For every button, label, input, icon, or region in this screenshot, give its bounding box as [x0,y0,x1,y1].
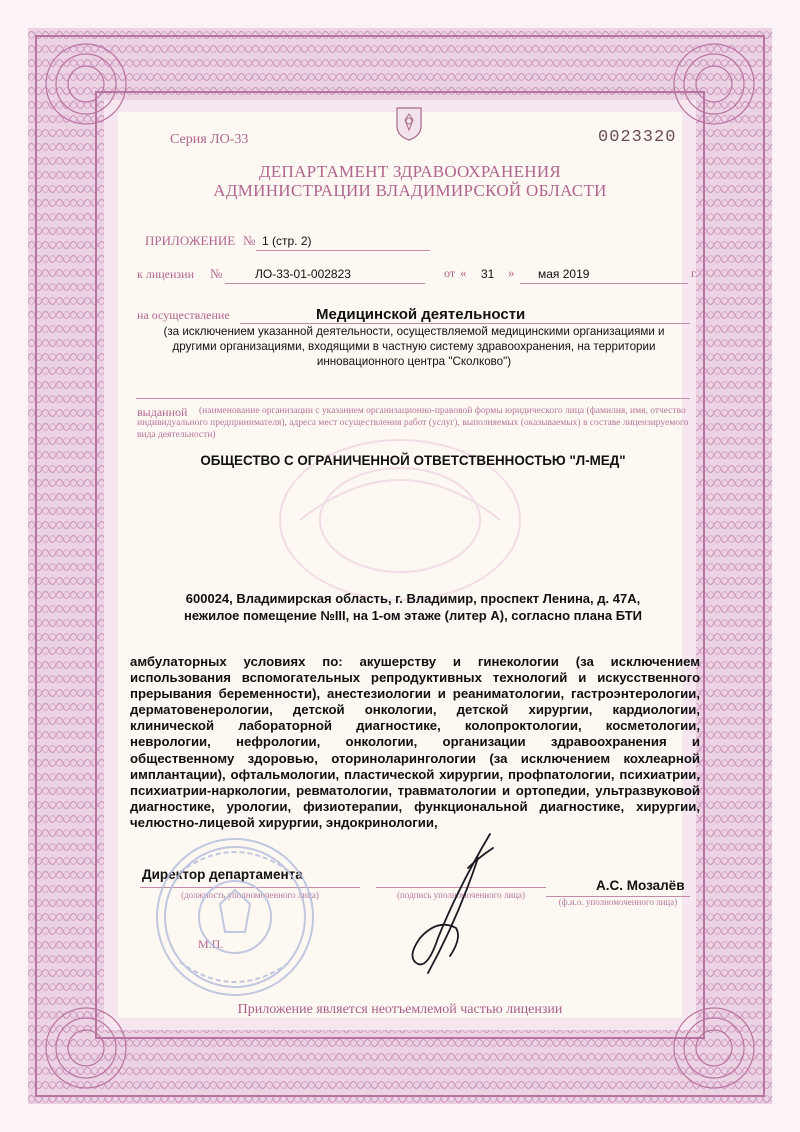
signature-caption: (подпись уполномоченного лица) [397,890,525,900]
address-line-2: нежилое помещение №III, на 1-ом этаже (литер А), согласно плана БТИ [183,608,643,623]
header-line-2: АДМИНИСТРАЦИИ ВЛАДИМИРСКОЙ ОБЛАСТИ [213,181,607,200]
license-day: 31 [481,267,495,281]
header-line-1: ДЕПАРТАМЕНТ ЗДРАВООХРАНЕНИЯ [258,162,562,181]
issued-caption: (наименование организации с указанием организационно-правовой формы юридического лица (фамилия, имя, отчество индивидуального предпринимателя), адреса мест осуществления работ (услуг), выполняемых (оказываемых) в составе лицензируемого вида деятельности) [137,406,689,440]
license-from-label: от [444,266,456,280]
coat-of-arms-icon [394,106,424,142]
license-number-sign: № [210,266,223,281]
appendix-label: ПРИЛОЖЕНИЕ [145,233,236,248]
license-close-quote: » [508,265,515,280]
signer-position: Директор департамента [142,867,303,882]
appendix-value: 1 (стр. 2) [262,234,312,248]
name-caption: (ф.и.о. уполномоченного лица) [558,897,678,907]
license-date-underline [520,283,688,284]
appendix-underline [256,250,430,251]
services-list: амбулаторных условиях по: акушерству и гинекологии (за исключением использования вспомогательных репродуктивных технологий и искусственного прерывания беременности), анестезиологии и реаниматологии, гастроэнтерологии, дерматовенерологии, детской онкологии, детской хирургии, кардиологии, клинической лабораторной диагностике, колопроктологии, косметологии, неврологии, нефрологии, онкологии, организации здравоохранения и общественному здоровью, оториноларингологии (за исключением кохлеарной имплантации), офтальмологии, пластической хирургии, профпатологии, психиатрии, психиатрии-наркологии, ревматологии, травматологии и ортопедии, ультразвуковой диагностике, урологии, физиотерапии, функциональной диагностике, хирургии, челюстно-лицевой хирургии, эндокринологии, [130,654,700,830]
activity-title: Медицинской деятельности [316,306,526,323]
license-month-year: мая 2019 [538,267,590,281]
address-line-1: 600024, Владимирская область, г. Владимир, проспект Ленина, д. 47А, [185,591,641,606]
issued-label: выданной [137,405,188,419]
organization-name: ОБЩЕСТВО С ОГРАНИЧЕННОЙ ОТВЕТСТВЕННОСТЬЮ "Л-МЕД" [200,453,626,468]
license-number: ЛО-33-01-002823 [255,267,351,281]
license-number-underline [225,283,425,284]
license-label: к лицензии [137,267,194,281]
position-caption: (должность уполномоченного лица) [181,890,319,900]
appendix-number-sign: № [243,233,256,248]
license-year-suffix: г. [691,266,698,280]
activity-note: (за исключением указанной деятельности, осуществляемой медицинскими организациями и другими организациями, входящими в частную систему здравоохранения, на территории инновационного центра "Сколково") [163,325,665,368]
serial-number: 0023320 [598,128,677,147]
license-open-quote: « [460,265,467,280]
signer-name: А.С. Мозалёв [596,878,685,893]
series-label: Серия ЛО-33 [170,132,249,147]
signature-scrawl-icon [398,828,518,978]
issued-divider [136,398,690,399]
activity-label: на осуществление [137,308,230,322]
stamp-place-label: М.П. [198,937,224,951]
official-seal-icon [150,832,320,1002]
footer-note: Приложение является неотъемлемой частью лицензии [237,1002,563,1017]
